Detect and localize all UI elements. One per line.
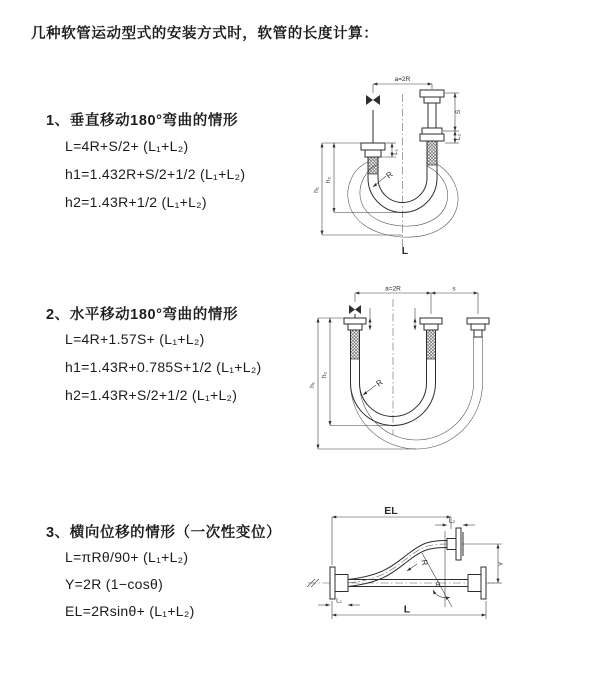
radius-callout [407,559,429,571]
dim-label-h1: h₁ [309,382,316,388]
middle-flange-fitting [420,318,442,330]
left-flange-fitting [344,318,366,330]
valve-icon [366,95,380,105]
dimension-EL [332,505,451,565]
dim-label-Y: Y [498,561,505,567]
section3-heading: 3、横向位移的情形（一次性变位） [46,525,282,541]
left-flange-fitting [330,567,348,599]
section1-formula-h1: h1=1.432R+S/2+1/2 (L₁+L₂) [65,166,246,182]
dim-label-L2: L₂ [455,133,462,141]
dimension-L2 [435,518,475,526]
hose-outer-position [348,162,458,237]
right-flange-fitting [468,567,486,599]
section2-formula-L: L=4R+1.57S+ (L₁+L₂) [65,331,205,347]
dimension-L [332,601,486,619]
section2-formula-h2: h2=1.43R+S/2+1/2 (L₁+L₂) [65,387,238,403]
dimension-S [443,93,462,131]
section3-formula-Y: Y=2R (1−cosθ) [65,576,164,592]
dim-label-h2: h₂ [321,371,328,379]
dimension-L1 [318,598,360,606]
section1-formula-L: L=4R+S/2+ (L₁+L₂) [65,138,189,154]
dim-label-h2: h₂ [325,176,332,184]
valve-icon [349,305,361,318]
braided-hose-section [351,330,360,359]
dim-label-s: s [452,285,456,293]
diagram3-lateral-displacement [300,503,595,653]
label-theta: θ [435,580,441,589]
dim-label-L: L [403,603,411,616]
dim-label-h1: h₁ [313,187,320,193]
right-flange-fitting [420,90,444,141]
section2-formula-h1: h1=1.43R+0.785S+1/2 (L₁+L₂) [65,359,262,375]
diagram1-vertical-u-bend [312,70,577,258]
dim-label-EL: EL [384,505,398,517]
braided-hose-section [368,157,378,174]
dim-label-a2R: a=2R [385,285,401,293]
dim-label-L1: L₁ [336,597,342,605]
dim-label-L2: L₂ [448,517,456,525]
dim-label-a2R: a=2R [394,76,411,83]
label-L: L [401,245,409,257]
right-flange-fitting [467,318,489,337]
hose-moved-position [351,337,483,449]
label-R: R [419,558,430,567]
section1-formula-h2: h2=1.43R+1/2 (L₁+L₂) [65,194,207,210]
label-R: R [374,377,385,389]
left-flange-fitting [361,110,385,157]
section3-formula-L: L=πRθ/90+ (L₁+L₂) [65,549,189,565]
radius-callout [363,378,385,395]
dimension-h1 [309,318,416,449]
dim-label-S: S [455,109,462,115]
dimension-s [431,286,478,315]
top-right-flange-fitting [447,528,463,560]
diagram2-horizontal-u-bend [308,283,593,463]
section1-heading: 1、垂直移动180°弯曲的情形 [46,113,239,129]
section2-heading: 2、水平移动180°弯曲的情形 [46,307,239,323]
braided-hose-section [427,141,437,165]
page-title: 几种软管运动型式的安装方式时，软管的长度计算： [31,26,379,42]
fitting-length-marks [370,308,415,330]
dim-label-L1: L₁ [392,149,399,155]
section3-formula-EL: EL=2Rsinθ+ (L₁+L₂) [65,603,195,619]
dimension-L2 [445,131,462,143]
label-R: R [384,169,395,181]
braided-hose-section [427,330,436,359]
